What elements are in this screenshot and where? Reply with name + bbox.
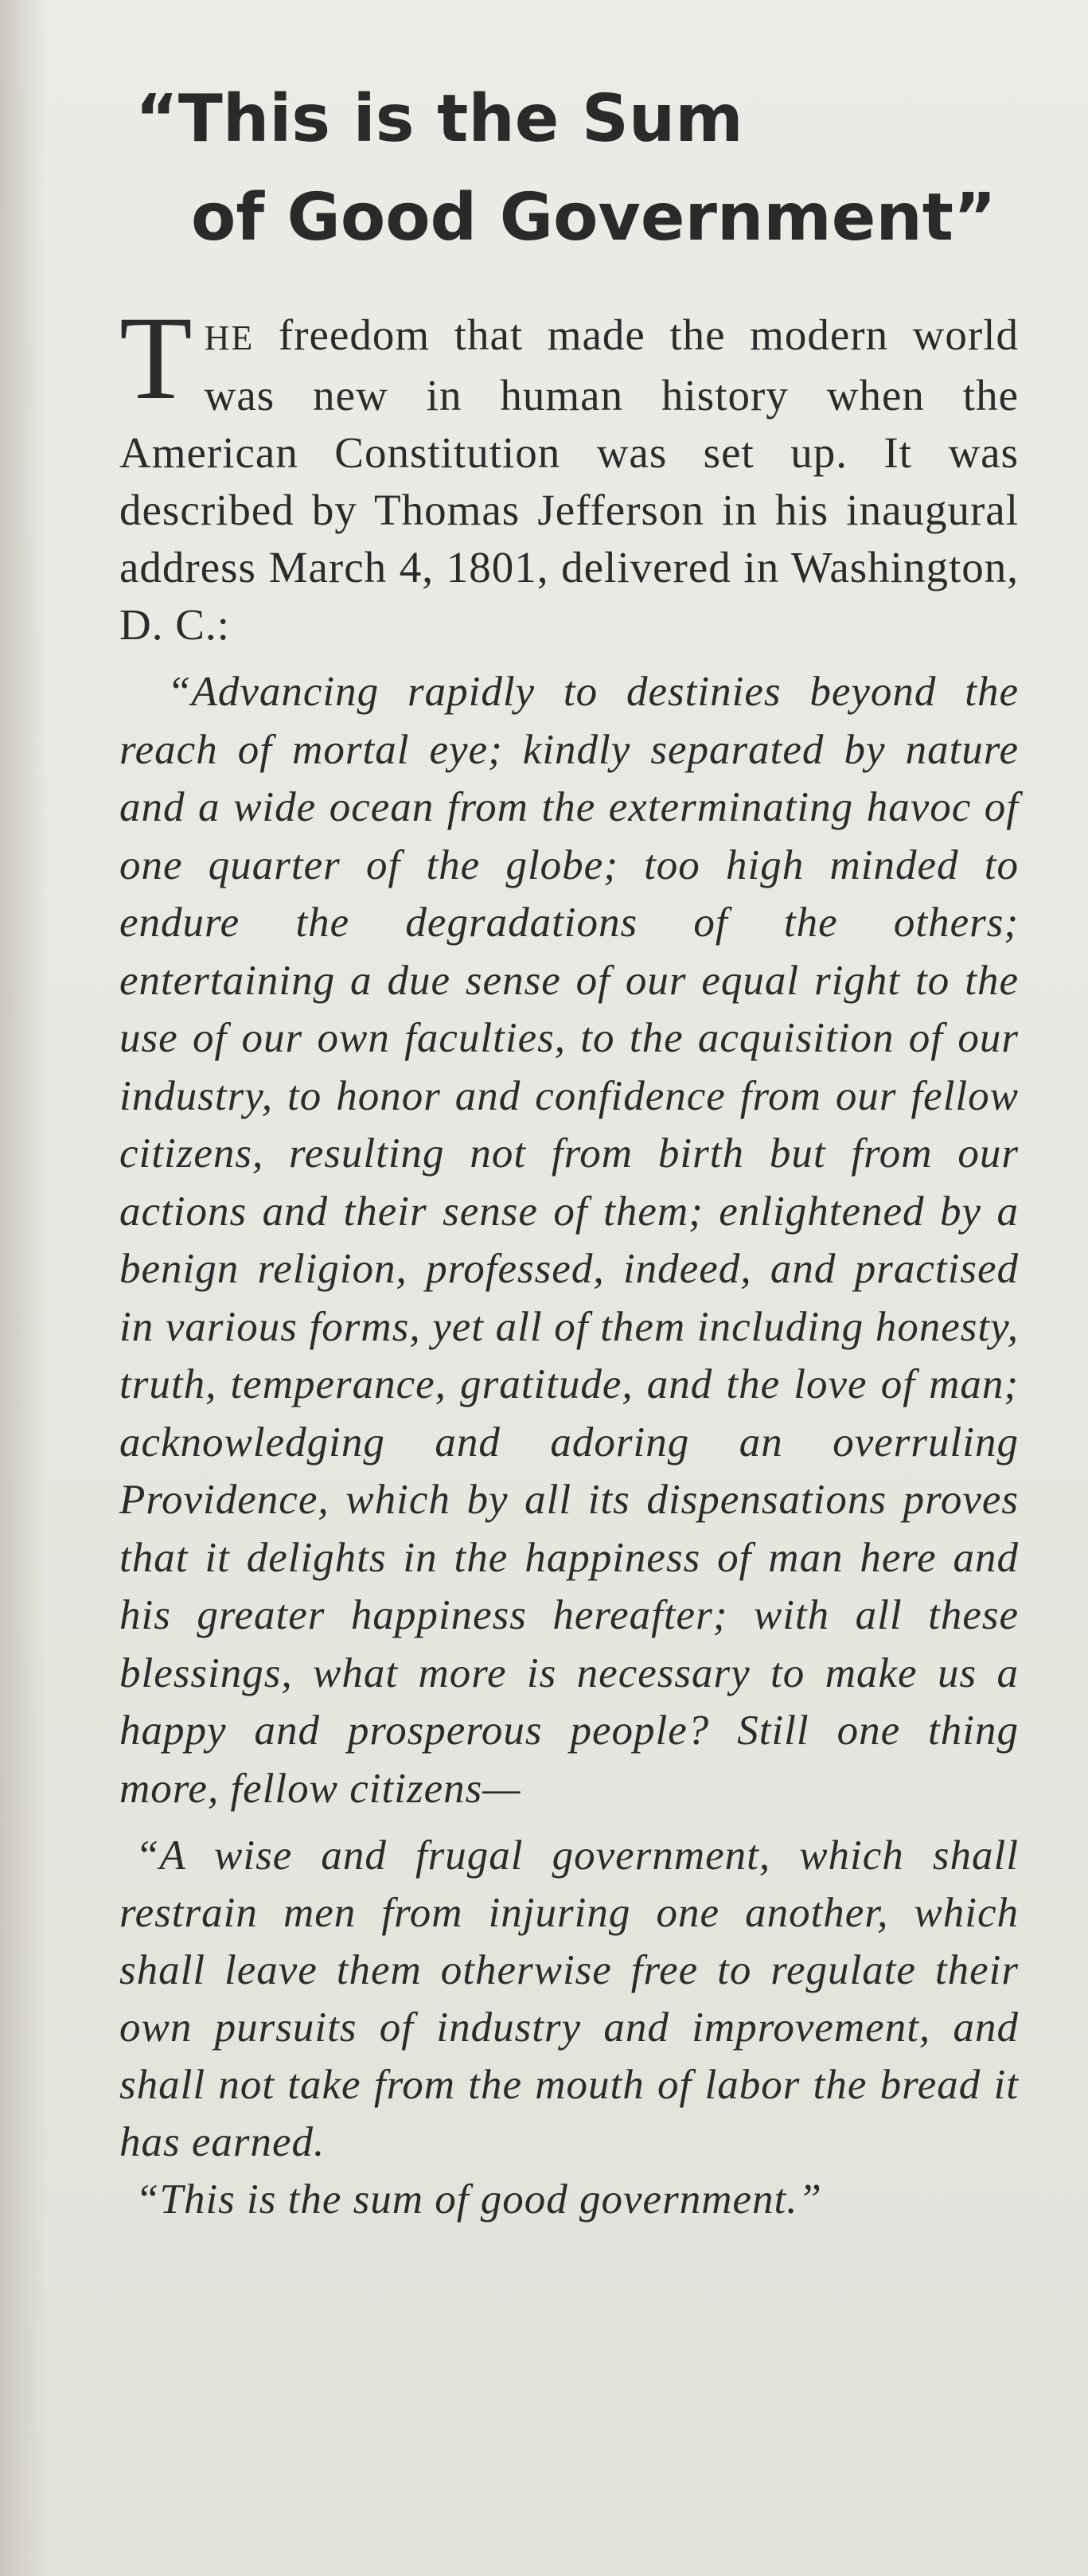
intro-text: freedom that made the modern world was new in human history when the American Constitution was set up. It was described by Thomas Jefferson in his inaugural address March 4, 1801, delivered in Washington, D. C.: [119, 310, 1019, 649]
headline-line-2: of Good Government” [191, 180, 996, 256]
intro-small-caps: HE [204, 318, 255, 357]
quote-paragraph-1: “Advancing rapidly to destinies beyond the reach of mortal eye; kindly separated by nature and a wide ocean from the exterminating havoc of one quarter of the globe; too high minded to endure the degradations of the others; entertaining a due sense of our equal right to the use of our own faculties, to the acquisition of our industry, to honor and confidence from our fellow citizens, resulting not from birth but from our actions and their sense of them; enlightened by a benign religion, professed, indeed, and practised in various forms, yet all of them including honesty, truth, temperance, gratitude, and the love of man; acknowledging and adoring an overruling Providence, which by all its dispensations proves that it delights in the happiness of man here and his greater happiness hereafter; with all these blessings, what more is necessary to make us a happy and prosperous people? Still one thing more, fellow citizens— [119, 669, 1019, 1812]
article-body [119, 292, 1019, 2228]
quote-paragraph-2: “A wise and frugal government, which shall restrain men from injuring one another, which shall leave them otherwise free to regulate their own pursuits of industry and improvement, and shall not take from the mouth of labor the bread it has earned. [119, 1832, 1019, 2165]
intro-paragraph [119, 292, 1019, 654]
headline [127, 70, 1051, 267]
drop-cap: T [119, 292, 193, 424]
quote-paragraph-3: “This is the sum of good government.” [135, 2176, 822, 2223]
headline-line-1: “This is the Sum [135, 81, 743, 157]
page-edge-shadow [0, 0, 48, 2576]
